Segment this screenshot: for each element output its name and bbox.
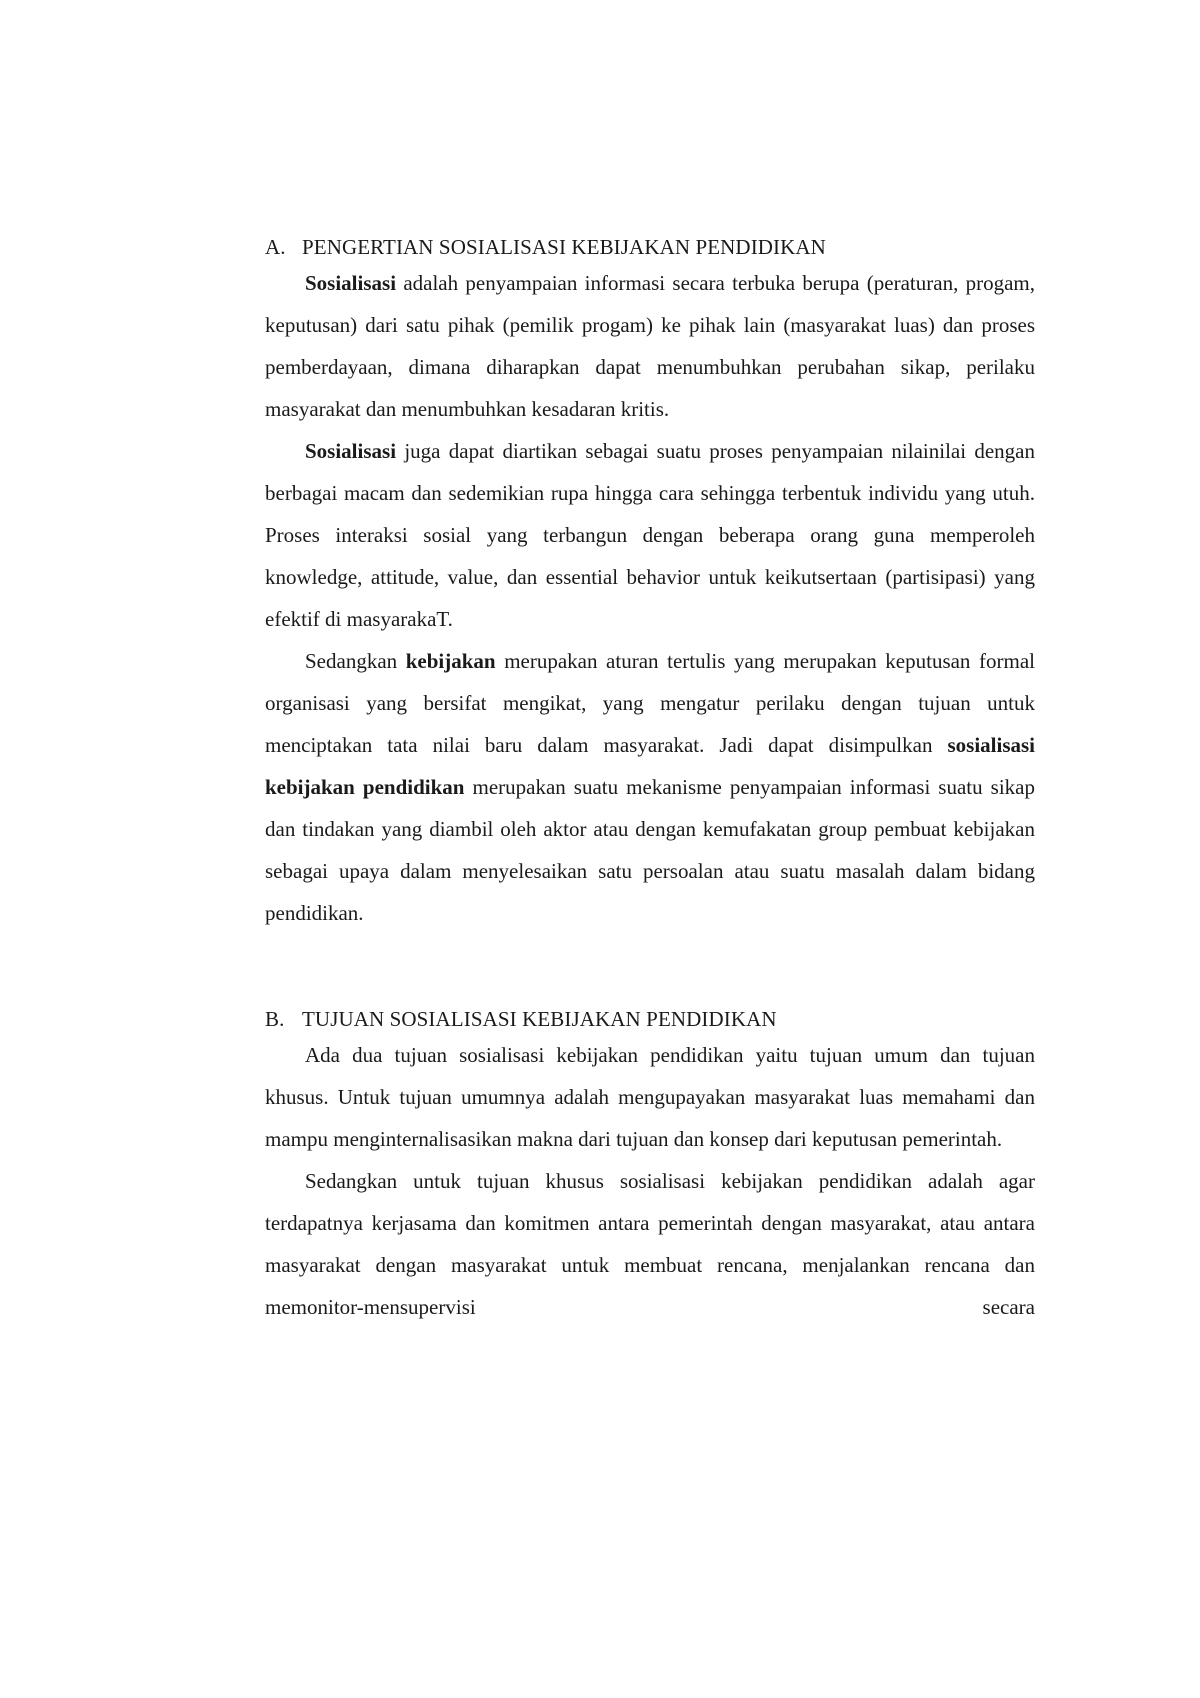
paragraph-text: merupakan suatu mekanisme penyampaian informasi suatu sikap dan tindakan yang diambil oleh aktor atau dengan kemufakatan group pembuat kebijakan sebagai upaya dalam menyelesaikan satu persoalan atau suatu masalah dalam bidang pendidikan.: [265, 775, 1035, 925]
paragraph-text: merupakan aturan tertulis yang merupakan keputusan formal organisasi yang bersifat mengikat, yang mengatur perilaku dengan tujuan untuk menciptakan tata nilai baru dalam masyarakat. Jadi dapat disimpulkan: [265, 649, 1035, 757]
paragraph-text: juga dapat diartikan sebagai suatu proses penyampaian nilainilai dengan berbagai macam dan sedemikian rupa hingga cara sehingga terbentuk individu yang utuh. Proses interaksi sosial yang terbangun dengan beberapa orang guna memperoleh knowledge, attitude, value, dan essential behavior untuk keikutsertaan (partisipasi) yang efektif di masyarakaT.: [265, 439, 1035, 631]
section-a-paragraph-3: [265, 640, 1035, 934]
section-a-paragraph-2: [265, 430, 1035, 640]
section-b-title: TUJUAN SOSIALISASI KEBIJAKAN PENDIDIKAN: [302, 1007, 777, 1031]
paragraph-text: adalah penyampaian informasi secara terbuka berupa (peraturan, progam, keputusan) dari satu pihak (pemilik progam) ke pihak lain (masyarakat luas) dan proses pemberdayaan, dimana diharapkan dapat menumbuhkan perubahan sikap, perilaku masyarakat dan menumbuhkan kesadaran kritis.: [265, 271, 1035, 421]
document-body: [265, 232, 1035, 1328]
section-b-paragraph-1: Ada dua tujuan sosialisasi kebijakan pendidikan yaitu tujuan umum dan tujuan khusus. Untuk tujuan umumnya adalah mengupayakan masyarakat luas memahami dan mampu menginternalisasikan makna dari tujuan dan konsep dari keputusan pemerintah.: [265, 1043, 1035, 1151]
section-a-heading: [265, 232, 1035, 262]
section-b-number: B.: [265, 1007, 285, 1031]
section-a-paragraph-1: [265, 262, 1035, 430]
bold-term: sosialisasi kebijakan pendidikan: [265, 733, 1035, 799]
paragraph-text: Sedangkan: [305, 649, 406, 673]
section-b-paragraph-2: Sedangkan untuk tujuan khusus sosialisasi kebijakan pendidikan adalah agar terdapatnya kerjasama dan komitmen antara pemerintah dengan masyarakat, atau antara masyarakat dengan masyarakat untuk membuat rencana, menjalankan rencana dan memonitor-mensupervisi secara: [265, 1169, 1035, 1319]
bold-term: Sosialisasi: [305, 439, 397, 463]
bold-term: Sosialisasi: [305, 271, 397, 295]
section-a-number: A.: [265, 235, 286, 259]
section-b-heading: [265, 1004, 1035, 1034]
section-a-title: PENGERTIAN SOSIALISASI KEBIJAKAN PENDIDIKAN: [302, 235, 826, 259]
bold-term: kebijakan: [405, 649, 496, 673]
